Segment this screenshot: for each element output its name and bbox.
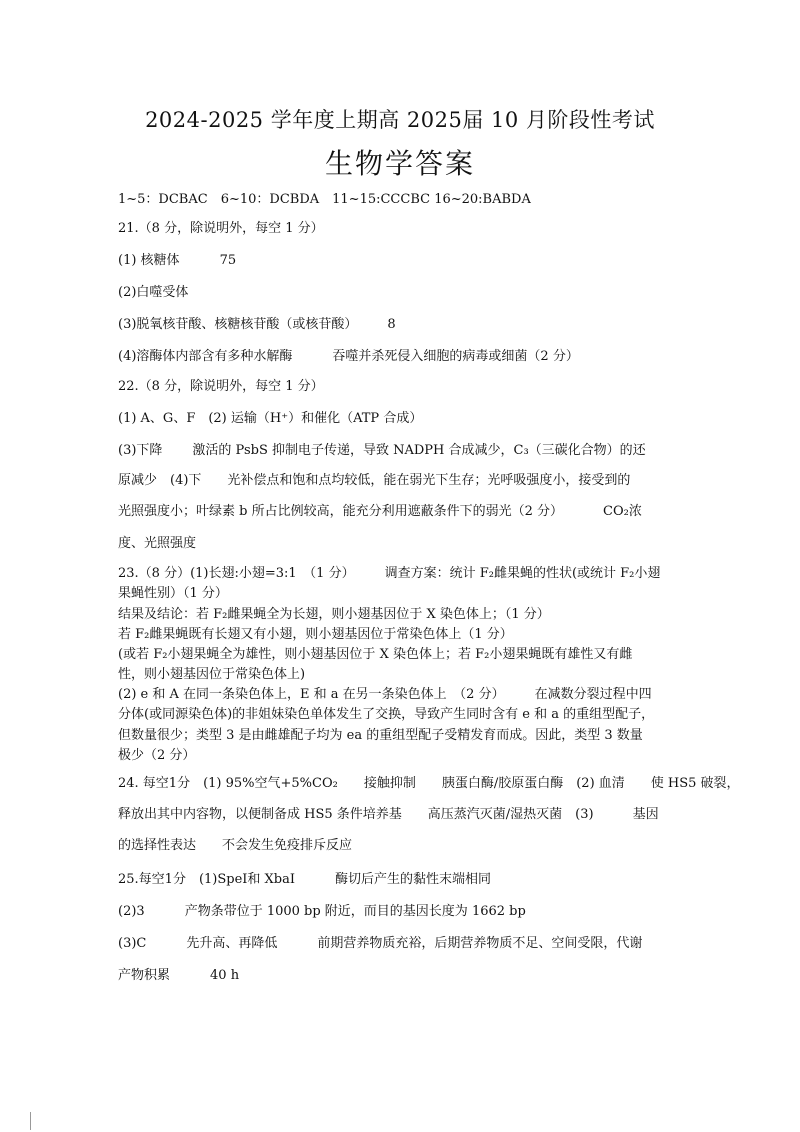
q22-answer-4-b: CO₂浓	[603, 504, 642, 519]
q22-answer-3: 原减少 (4)下 光补偿点和饱和点均较低，能在弱光下生存；光呼吸强度小，接受到的	[118, 473, 631, 488]
q25-line-2	[118, 905, 526, 918]
q23-line-4: 若 F₂雌果蝇既有长翅又有小翅，则小翅基因位于常染色体上（1 分）	[118, 627, 513, 642]
multiple-choice-answers: 1~5：DCBAC 6~10：DCBDA 11~15:CCCBC 16~20:BABDA	[118, 192, 531, 207]
q25-line-1-b: 酶切后产生的黏性末端相同	[335, 872, 492, 887]
q23-line-6: 性，则小翅基因位于常染色体上)	[118, 667, 306, 682]
q23-line-1	[118, 567, 660, 580]
q21-answer-3-b: 8	[387, 317, 396, 332]
q21-answer-3	[118, 318, 396, 331]
q23-line-1-b: 调查方案：统计 F₂雌果蝇的性状(或统计 F₂小翅	[384, 566, 661, 581]
q21-answer-1	[118, 254, 236, 267]
q21-answer-1-b: 75	[219, 253, 237, 268]
q25-line-3-a: (3)C	[118, 936, 147, 951]
q23-line-7-a: (2) e 和 A 在同一条染色体上，E 和 a 在另一条染色体上 （2 分）	[118, 687, 505, 702]
q25-line-2-a: (2)3	[118, 904, 145, 919]
q22-header: 22.（8 分，除说明外，每空 1 分）	[118, 379, 324, 394]
q25-line-2-b: 产物条带位于 1000 bp 附近，而目的基因长度为 1662 bp	[184, 904, 526, 919]
q23-line-5: (或若 F₂小翅果蝇全为雄性，则小翅基因位于 X 染色体上；若 F₂小翅果蝇既有雄性又有雌	[118, 647, 633, 662]
q23-line-9: 但数量很少；类型 3 是由雌雄配子均为 ea 的重组型配子受精发育而成。因此，类型 3 数量	[118, 728, 643, 743]
q23-line-3: 结果及结论：若 F₂雌果蝇全为长翅，则小翅基因位于 X 染色体上；（1 分）	[118, 607, 550, 622]
q25-line-4	[118, 969, 239, 982]
q21-answer-3-a: (3)脱氧核苷酸、核糖核苷酸（或核苷酸）	[118, 317, 358, 332]
q21-answer-2: (2)白噬受体	[118, 285, 189, 300]
q24-line-3: 的选择性表达 不会发生免疫排斥反应	[118, 838, 353, 853]
q24-line-1: 24. 每空1分 (1) 95%空气+5%CO₂ 接触抑制 胰蛋白酶/胶原蛋白酶 (2) 血清 使 HS5 破裂，	[118, 776, 740, 791]
q23-line-2: 果蝇性别）（1 分）	[118, 586, 228, 601]
q21-header: 21.（8 分，除说明外，每空 1 分）	[118, 221, 324, 236]
q22-answer-1: (1) A、G、F (2) 运输（H⁺）和催化（ATP 合成）	[118, 411, 423, 426]
q25-line-4-a: 产物积累	[118, 968, 171, 983]
q22-answer-4-a: 光照强度小；叶绿素 b 所占比例较高，能充分利用遮蔽条件下的弱光（2 分）	[118, 504, 563, 519]
document-title: 2024-2025 学年度上期高 2025届 10 月阶段性考试	[145, 108, 655, 132]
q22-answer-4	[118, 505, 642, 518]
q22-answer-5: 度、光照强度	[118, 536, 197, 551]
q22-answer-2-b: 激活的 PsbS 抑制电子传递，导致 NADPH 合成减少，C₃（三碳化合物）的还	[192, 443, 646, 458]
q25-line-3-b: 先升高、再降低	[186, 936, 278, 951]
q23-line-8: 分体(或同源染色体)的非姐妹染色单体发生了交换，导致产生同时含有 e 和 a 的重组型配子，	[118, 707, 655, 722]
q25-line-3	[118, 937, 642, 950]
q25-line-1-a: 25.每空1分 (1)SpeI和 XbaI	[118, 872, 296, 887]
q21-answer-1-a: (1) 核糖体	[118, 253, 180, 268]
q21-answer-4-b: 吞噬并杀死侵入细胞的病毒或细菌（2 分）	[332, 349, 579, 364]
q23-line-10: 极少（2 分）	[118, 748, 196, 763]
q21-answer-4	[118, 350, 579, 363]
q23-line-7	[118, 688, 652, 701]
q21-answer-4-a: (4)溶酶体内部含有多种水解酶	[118, 349, 293, 364]
q23-line-1-a: 23.（8 分）(1)长翅:小翅=3:1 （1 分）	[118, 566, 355, 581]
q25-line-4-b: 40 h	[210, 968, 240, 983]
q23-line-7-b: 在减数分裂过程中四	[534, 687, 652, 702]
q24-line-2: 释放出其中内容物，以便制备成 HS5 条件培养基 高压蒸汽灭菌/湿热灭菌 (3) 基因	[118, 807, 659, 822]
q22-answer-2-a: (3)下降	[118, 443, 163, 458]
q22-answer-2	[118, 444, 646, 457]
q25-line-3-c: 前期营养物质充裕，后期营养物质不足、空间受限，代谢	[317, 936, 643, 951]
binding-edge-mark	[30, 1112, 37, 1130]
document-subtitle: 生物学答案	[324, 147, 475, 180]
q25-line-1	[118, 873, 491, 886]
